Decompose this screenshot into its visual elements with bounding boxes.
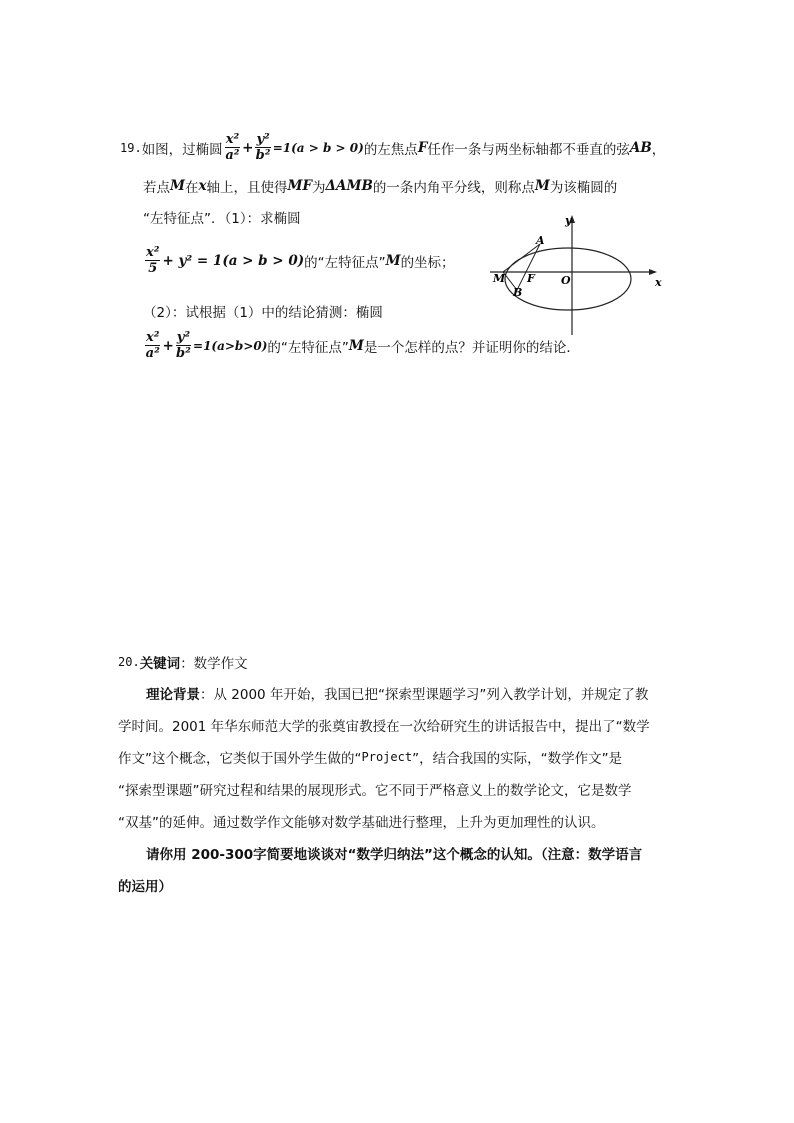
equation: =1(a>b>0) — [193, 338, 268, 353]
text: 在 — [184, 180, 199, 196]
label-O: O — [561, 274, 571, 287]
math-AB: AB — [629, 139, 652, 156]
keyword-label: 关键词 — [139, 656, 181, 672]
math-M: M — [534, 178, 550, 194]
q19-line-1 — [120, 132, 665, 163]
label-B: B — [513, 286, 523, 299]
label-x: x — [655, 276, 662, 289]
text: 如图，过椭圆 — [141, 141, 223, 158]
math-triangle: ΔAMB — [325, 178, 373, 194]
ellipse-figure — [485, 210, 665, 340]
fraction: $\frac{\text{y²}}{\text{b²}}$ — [175, 330, 191, 361]
label-M: M — [493, 272, 506, 285]
text: 为 — [312, 180, 326, 196]
plus: + — [162, 337, 174, 354]
text: 的“左特征点” — [304, 254, 386, 271]
label-y: y — [565, 214, 572, 227]
background-label: 理论背景 — [146, 687, 200, 703]
text: 轴上，且使得 — [206, 180, 288, 196]
q19-line-2 — [143, 176, 617, 196]
math-M: M — [348, 337, 364, 354]
text: 的一条内角平分线，则称点 — [372, 180, 535, 196]
label-A: A — [536, 234, 545, 247]
text: 作文”这个概念，它类似于国外学生做的“ — [118, 751, 362, 767]
equation: =1(a > b > 0) — [272, 140, 364, 155]
project-word: Project — [361, 750, 413, 764]
math-M: M — [385, 252, 401, 269]
text: 的坐标； — [400, 254, 455, 271]
q19-line-5: （2）：试根据（1）中的结论猜测：椭圆 — [143, 305, 383, 321]
label-F: F — [527, 272, 535, 285]
text: 为该椭圆的 — [549, 180, 618, 196]
text: 任作一条与两坐标轴都不垂直的弦 — [427, 141, 630, 158]
q20-para-line-1 — [146, 683, 648, 703]
text: ”，结合我国的实际，“数学作文”是 — [412, 751, 623, 767]
q19-line-3: “左特征点”．（1）：求椭圆 — [143, 211, 301, 227]
fraction: $\frac{\text{x²}}{\text{a²}}$ — [225, 132, 240, 163]
equation: + y² = 1(a > b > 0) — [162, 252, 305, 269]
math-x: x — [198, 178, 207, 194]
text: ， — [651, 141, 666, 158]
q20-para-line-2: 学时间。2001 年华东师范大学的张奠宙教授在一次给研究生的讲话报告中，提出了“数学 — [118, 719, 650, 735]
question-number: 20. — [118, 655, 140, 669]
q20-task-line-1: 请你用 200-300字简要地谈谈对“数学归纳法”这个概念的认知。（注意：数学语言 — [146, 847, 643, 863]
math-MF: MF — [287, 178, 313, 194]
math-F: F — [417, 139, 428, 156]
q20-para-line-3 — [118, 747, 622, 767]
question-number: 19. — [120, 140, 142, 155]
math-M: M — [170, 178, 185, 194]
q20-keyword-line — [118, 652, 248, 672]
plus: + — [242, 139, 254, 156]
fraction: $\frac{\text{x²}}{\text{a²}}$ — [145, 330, 160, 361]
text: 若点 — [143, 180, 170, 196]
text: 是一个怎样的点？并证明你的结论． — [363, 339, 580, 356]
text: 的左焦点 — [363, 141, 418, 158]
q20-task-line-2: 的运用） — [118, 879, 172, 895]
q20-para-line-5: “双基”的延伸。通过数学作文能够对数学基础进行整理，上升为更加理性的认识。 — [118, 815, 605, 831]
text: 的“左特征点” — [267, 339, 349, 356]
fraction: $\frac{\text{x²}}{5}$ — [146, 245, 160, 276]
fraction: $\frac{\text{y²}}{\text{b²}}$ — [255, 132, 271, 163]
keyword: ：数学作文 — [180, 656, 248, 672]
text: ：从 2000 年开始，我国已把“探索型课题学习”列入教学计划，并规定了教 — [200, 687, 649, 703]
q20-para-line-4: “探索型课题”研究过程和结果的展现形式。它不同于严格意义上的数学论文，它是数学 — [118, 783, 632, 799]
x-axis-arrow — [649, 269, 657, 275]
q19-line-4 — [143, 245, 455, 276]
